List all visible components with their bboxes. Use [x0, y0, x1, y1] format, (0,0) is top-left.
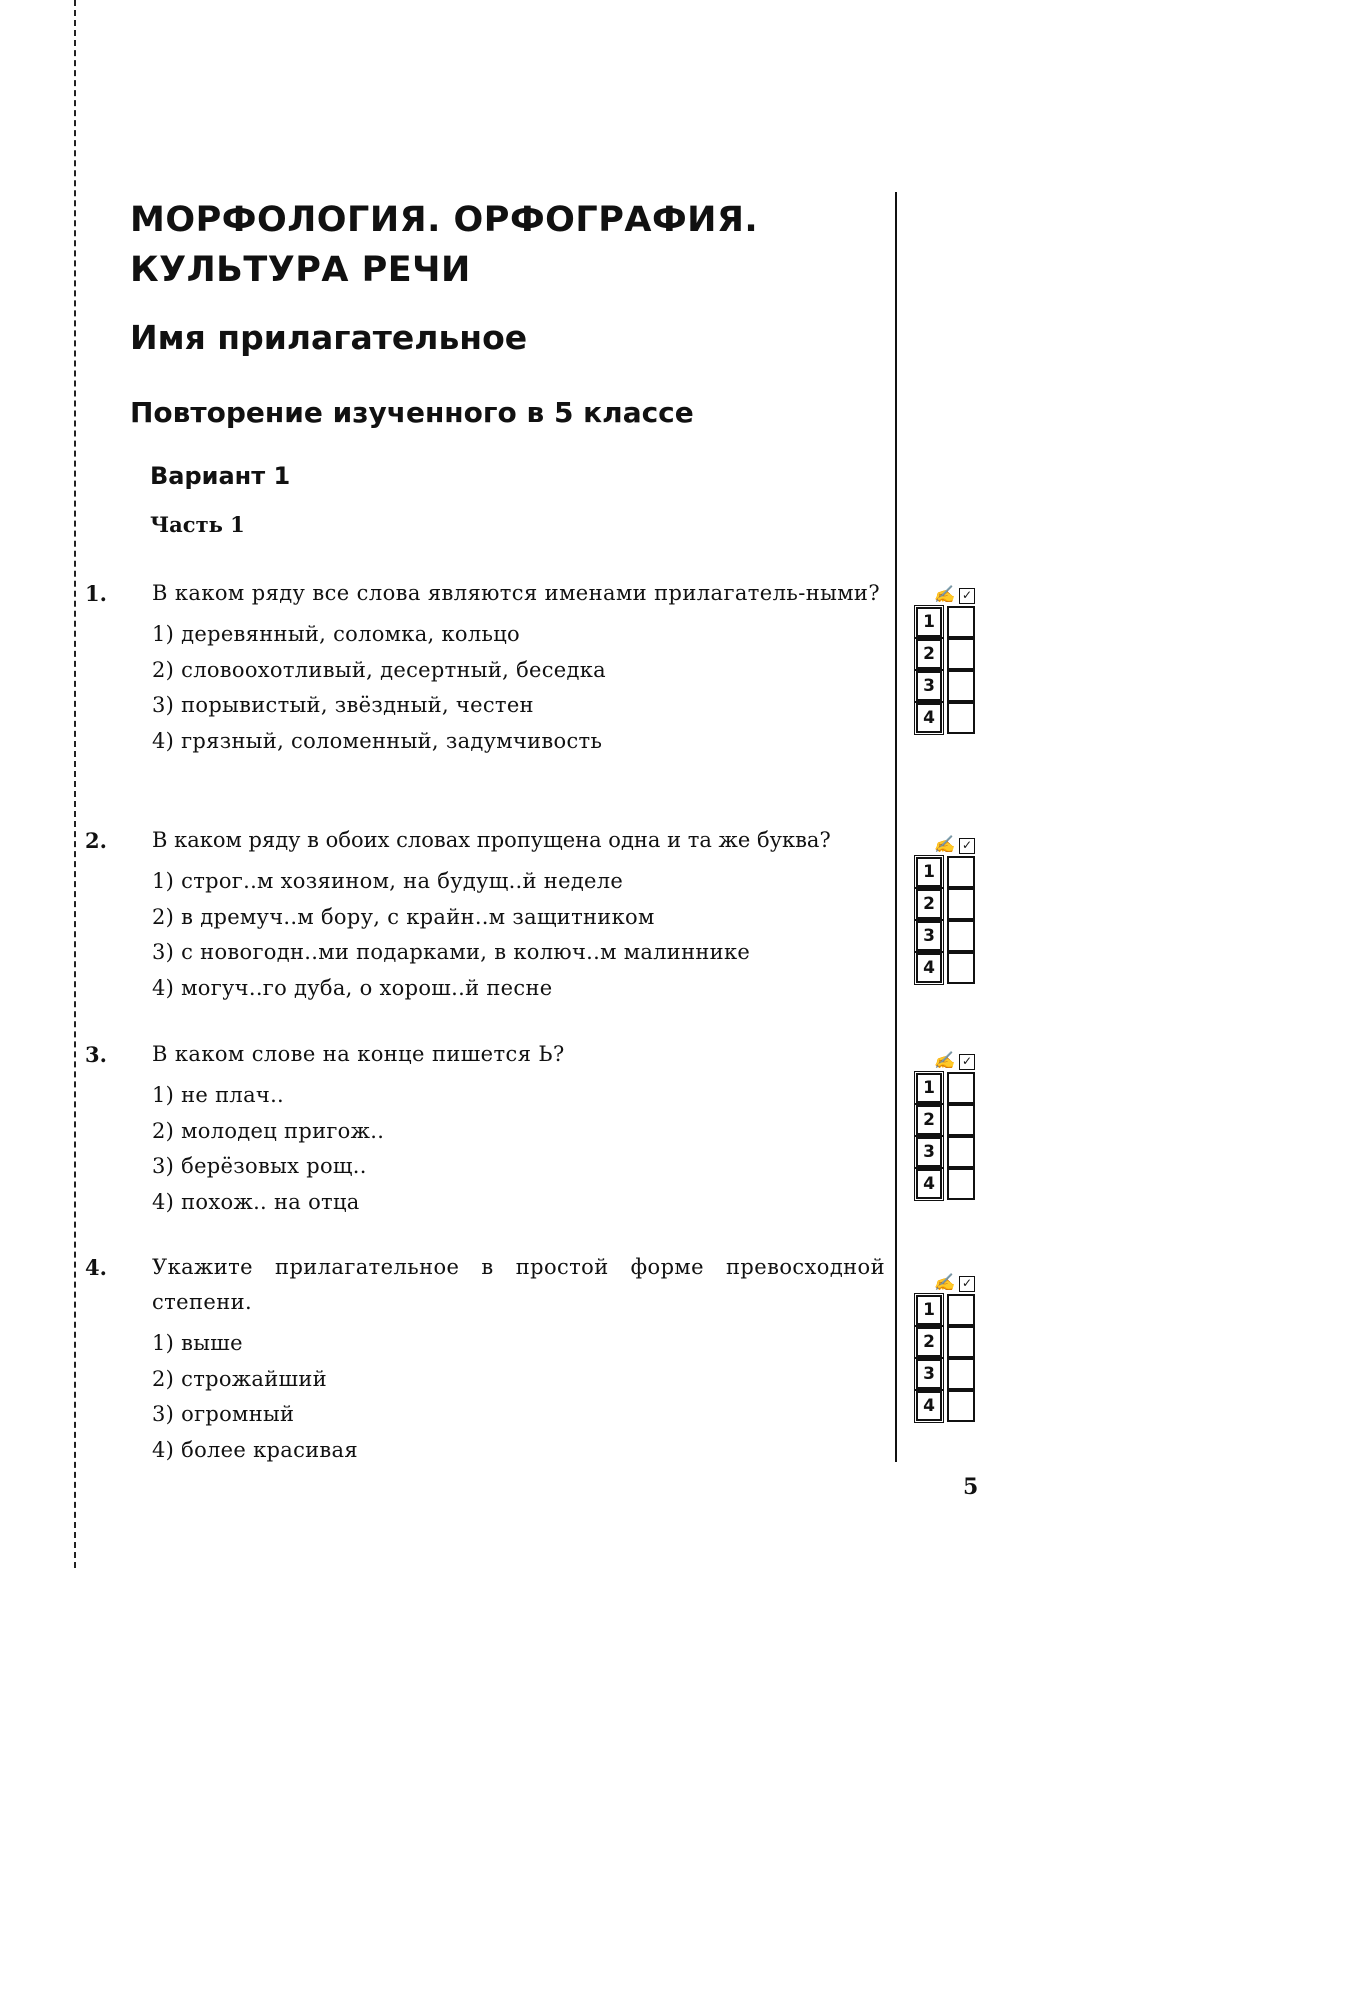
answer-checkbox[interactable]	[947, 702, 975, 734]
question-text: В каком ряду все слова являются именами прилагатель-ными?	[152, 581, 880, 605]
answer-grid-1	[915, 582, 979, 732]
option-number: 4	[916, 1169, 942, 1199]
answer-checkbox[interactable]	[947, 1168, 975, 1200]
answer-checkbox[interactable]	[947, 1358, 975, 1390]
question-number: 1.	[85, 581, 107, 606]
answer-grid-header	[915, 582, 979, 604]
option-number: 3	[916, 921, 942, 951]
answer-option: 2) в дремуч..м бору, с крайн..м защитником	[152, 904, 655, 929]
checkbox-tick-icon: ✓	[959, 1054, 975, 1070]
option-number: 1	[916, 1073, 942, 1103]
answer-option: 2) молодец пригож..	[152, 1118, 385, 1143]
answer-checkbox[interactable]	[947, 856, 975, 888]
answer-grid-header	[915, 1048, 979, 1070]
answer-option: 3) берёзовых рощ..	[152, 1154, 367, 1178]
answer-grid-2	[915, 832, 979, 982]
answer-option: 2) строжайший	[152, 1366, 327, 1391]
option-number: 1	[916, 607, 942, 637]
answer-option: 1) не плач..	[152, 1083, 285, 1107]
cut-line	[74, 0, 76, 1568]
option-number: 4	[916, 953, 942, 983]
answer-options	[152, 864, 885, 1006]
question-text: Укажите прилагательное в простой форме превосходной степени.	[152, 1255, 885, 1314]
subtopic-title: Повторение изученного в 5 классе	[130, 396, 694, 429]
answer-checkbox[interactable]	[947, 638, 975, 670]
answer-checkbox[interactable]	[947, 1326, 975, 1358]
option-number: 1	[916, 857, 942, 887]
checkbox-tick-icon: ✓	[959, 1276, 975, 1292]
answer-checkbox[interactable]	[947, 920, 975, 952]
option-number: 4	[916, 1391, 942, 1421]
checkbox-tick-icon: ✓	[959, 838, 975, 854]
option-number: 2	[916, 889, 942, 919]
variant-label: Вариант 1	[150, 462, 291, 490]
answer-grid-header	[915, 832, 979, 854]
question-number: 2.	[85, 828, 107, 853]
answer-checkbox[interactable]	[947, 1136, 975, 1168]
answer-checkbox[interactable]	[947, 670, 975, 702]
answer-option: 1) выше	[152, 1331, 243, 1355]
option-number: 2	[916, 1105, 942, 1135]
answer-option: 3) порывистый, звёздный, честен	[152, 693, 534, 717]
answer-option: 4) грязный, соломенный, задумчивость	[152, 728, 603, 753]
answer-checkbox[interactable]	[947, 952, 975, 984]
topic-title: Имя прилагательное	[130, 318, 528, 357]
option-number: 4	[916, 703, 942, 733]
answer-options	[152, 617, 885, 759]
pen-icon: ✍	[933, 835, 955, 855]
answer-option: 3) огромный	[152, 1402, 295, 1426]
answer-checkbox[interactable]	[947, 1072, 975, 1104]
answer-grid-header	[915, 1270, 979, 1292]
answer-option: 4) могуч..го дуба, о хорош..й песне	[152, 975, 553, 1000]
answer-checkbox[interactable]	[947, 1104, 975, 1136]
answer-checkbox[interactable]	[947, 606, 975, 638]
question-3	[85, 1037, 885, 1220]
page-number: 5	[963, 1474, 979, 1500]
option-number: 1	[916, 1295, 942, 1325]
answer-option: 3) с новогодн..ми подарками, в колюч..м малиннике	[152, 940, 751, 964]
answer-options	[152, 1078, 885, 1220]
answer-checkbox[interactable]	[947, 1294, 975, 1326]
question-2	[85, 823, 885, 1006]
checkbox-tick-icon: ✓	[959, 588, 975, 604]
answer-option: 2) словоохотливый, десертный, беседка	[152, 657, 607, 682]
pen-icon: ✍	[933, 585, 955, 605]
option-number: 3	[916, 1137, 942, 1167]
question-number: 4.	[85, 1255, 107, 1280]
option-number: 3	[916, 671, 942, 701]
margin-rule	[895, 192, 897, 1462]
question-text: В каком ряду в обоих словах пропущена одна и та же буква?	[152, 828, 831, 852]
answer-option: 4) похож.. на отца	[152, 1189, 360, 1214]
answer-checkbox[interactable]	[947, 888, 975, 920]
answer-grid-3	[915, 1048, 979, 1198]
answer-option: 4) более красивая	[152, 1437, 358, 1462]
option-number: 3	[916, 1359, 942, 1389]
question-4	[85, 1250, 885, 1468]
part-label: Часть 1	[150, 512, 245, 537]
answer-options	[152, 1326, 885, 1468]
answer-grid-4	[915, 1270, 979, 1420]
question-1	[85, 576, 885, 759]
pen-icon: ✍	[933, 1051, 955, 1071]
chapter-title: МОРФОЛОГИЯ. ОРФОГРАФИЯ. КУЛЬТУРА РЕЧИ	[130, 200, 759, 290]
answer-checkbox[interactable]	[947, 1390, 975, 1422]
question-text: В каком слове на конце пишется Ь?	[152, 1042, 565, 1066]
answer-option: 1) строг..м хозяином, на будущ..й неделе	[152, 869, 624, 893]
question-number: 3.	[85, 1042, 107, 1067]
option-number: 2	[916, 639, 942, 669]
pen-icon: ✍	[933, 1273, 955, 1293]
option-number: 2	[916, 1327, 942, 1357]
answer-option: 1) деревянный, соломка, кольцо	[152, 622, 520, 646]
